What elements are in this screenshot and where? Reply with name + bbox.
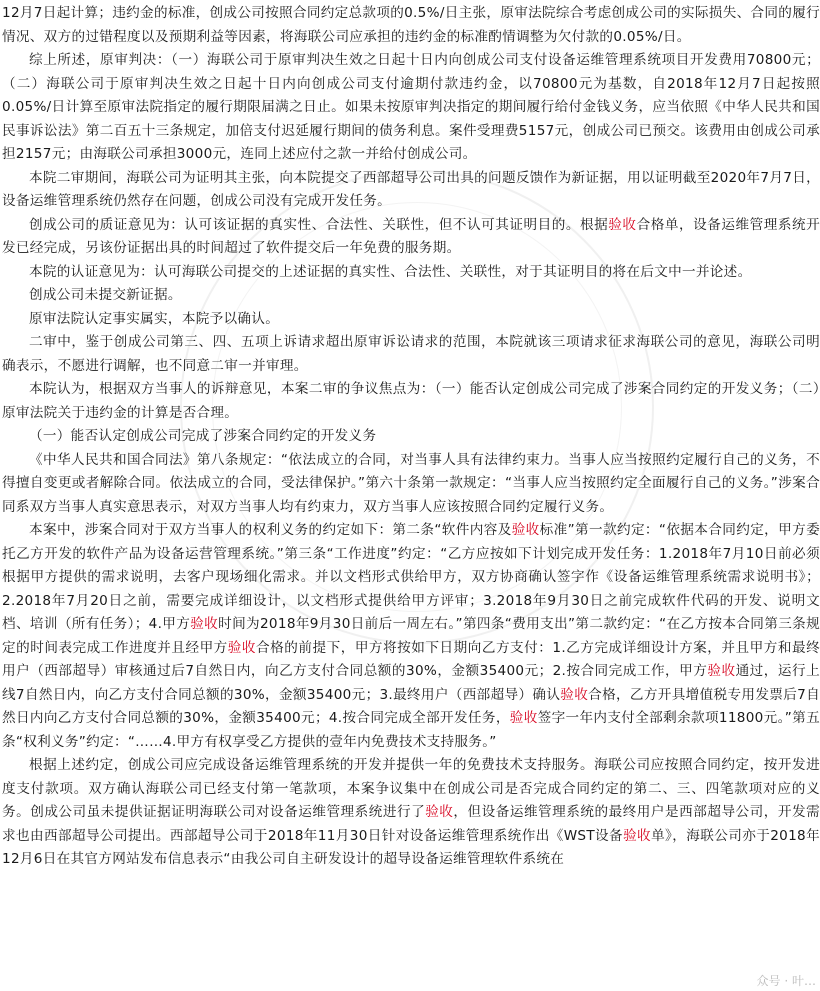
keyword-highlight: 验收	[425, 804, 454, 820]
paragraph	[2, 308, 820, 332]
paragraph	[2, 449, 820, 520]
keyword-highlight: 验收	[511, 522, 540, 538]
text-run: 本院的认证意见为：认可海联公司提交的上述证据的真实性、合法性、关联性，对于其证明目的将在后文中一并论述。	[29, 263, 752, 280]
keyword-highlight: 验收	[509, 710, 538, 726]
text-run: 签字一年内支付全部剩余款项11800元。”第五条“权利义务”约定：“……4.甲方有权享受乙方提供的壹年内免费技术支持服务。”	[2, 710, 820, 750]
text-run: 原审法院认定事实属实，本院予以确认。	[29, 310, 280, 327]
keyword-highlight: 验收	[608, 216, 637, 233]
paragraph	[2, 378, 820, 425]
text-run: 二审中，鉴于创成公司第三、四、五项上诉请求超出原审诉讼请求的范围，本院就该三项请求征求海联公司的意见，海联公司明确表示，不愿进行调解，也不同意二审一并审理。	[2, 334, 820, 374]
keyword-highlight: 验收	[623, 827, 652, 844]
text-run: 根据上述约定，创成公司应完成设备运维管理系统的开发并提供一年的免费技术支持服务。海联公司应按照合同约定，按开发进度支付款项。双方确认海联公司已经支付第一笔款项，本案争议集中在创成公司是否完成合同约定的第二、三、四笔款项对应的义务。创成公司虽未提供证据证明海联公司对设备运维管理系统进行了	[2, 757, 820, 820]
text-run: ，但设备运维管理系统的最终用户是西部超导公司，开发需求也由西部超导公司提出。西部超导公司于2018年11月30日针对设备运维管理系统作出《WST设备	[2, 804, 820, 844]
paragraph	[2, 754, 820, 872]
text-run: （一）能否认定创成公司完成了涉案合同约定的开发义务	[29, 428, 377, 444]
text-run: 本案中，涉案合同对于双方当事人的权利义务的约定如下：第二条“软件内容及	[29, 522, 512, 538]
text-run: 标准”第一款约定：“依据本合同约定，甲方委托乙方开发的软件产品为设备运营管理系统。”第三条“工作进度”约定：“乙方应按如下计划完成开发任务：1.2018年7月10日前必须根据甲方提供的需求说明，去客户现场细化需求。并以文档形式供给甲方，双方协商确认签字作《设备运维管理系统需求说明书》；2.2018年7月20日之前，需要完成详细设计，以文档形式提供给甲方评审；3.2018年9月30日之前完成软件代码的开发、说明文档、培训（所有任务）；4.甲方	[2, 522, 820, 632]
keyword-highlight: 验收	[560, 686, 589, 703]
text-run: 综上所述，原审判决：（一）海联公司于原审判决生效之日起十日内向创成公司支付设备运维管理系统项目开发费用70800元；（二）海联公司于原审判决生效之日起十日内向创成公司支付逾期付款违约金，以70800元为基数，自2018年12月7日起按照0.05%/日计算至原审法院指定的履行期限届满之日止。如果未按原审判决指定的期间履行给付金钱义务，应当依照《中华人民共和国民事诉讼法》第二百五十三条规定，加倍支付迟延履行期间的债务利息。案件受理费5157元，创成公司已预交。该费用由创成公司承担2157元；由海联公司承担3000元，连同上述应付之款一并给付创成公司。	[2, 52, 820, 162]
keyword-highlight: 验收	[707, 663, 736, 679]
paragraph	[2, 284, 820, 308]
paragraph	[2, 331, 820, 378]
paragraph	[2, 425, 820, 449]
text-run: 单》，海联公司亦于2018年12月6日在其官方网站发布信息表示“由我公司自主研发设计的超导设备运维管理软件系统在	[2, 827, 820, 867]
text-run: 本院认为，根据双方当事人的诉辩意见，本案二审的争议焦点为：（一）能否认定创成公司完成了涉案合同约定的开发义务；（二）原审法院关于违约金的计算是否合理。	[2, 381, 820, 421]
text-run: 12月7日起计算；违约金的标准，创成公司按照合同约定总款项的0.5%/日主张，原审法院综合考虑创成公司的实际损失、合同的履行情况、双方的过错程度以及预期利益等因素，将海联公司应承担的违约金的标准酌情调整为欠付款的0.05%/日。	[2, 5, 820, 45]
keyword-highlight: 验收	[227, 639, 257, 656]
text-run: 合格单，设备运维管理系统开发已经完成，另该份证据出具的时间超过了软件提交后一年免费的服务期。	[2, 216, 820, 256]
text-run: 合格，乙方开具增值税专用发票后7自然日内向乙方支付合同总额的30%，金额35400元；4.按合同完成全部开发任务，	[2, 686, 820, 726]
text-run: 本院二审期间，海联公司为证明其主张，向本院提交了西部超导公司出具的问题反馈作为新证据，用以证明截至2020年7月7日，设备运维管理系统仍然存在问题，创成公司没有完成开发任务。	[2, 169, 820, 209]
text-run: 创成公司未提交新证据。	[29, 287, 182, 303]
paragraph	[2, 2, 820, 49]
paragraph	[2, 519, 820, 754]
paragraph	[2, 49, 820, 167]
keyword-highlight: 验收	[190, 616, 219, 632]
wechat-watermark: 众号 · 叶…	[756, 974, 816, 988]
text-run: 通过，运行上线7自然日内，向乙方支付合同总额的30%，金额35400元；3.最终用户（西部超导）确认	[2, 663, 820, 703]
text-run: 合格的前提下，甲方将按如下日期向乙方支付：1.乙方完成详细设计方案，并且甲方和最终用户（西部超导）审核通过后7自然日内，向乙方支付合同总额的30%，金额35400元；2.按合同完成工作，甲方	[2, 639, 820, 679]
text-run: 《中华人民共和国合同法》第八条规定：“依法成立的合同，对当事人具有法律约束力。当事人应当按照约定履行自己的义务，不得擅自变更或者解除合同。依法成立的合同，受法律保护。”第六十条第一款规定：“当事人应当按照约定全面履行自己的义务。”涉案合同系双方当事人真实意思表示，对双方当事人均有约束力，双方当事人应该按照合同约定履行义务。	[2, 451, 820, 515]
text-run: 创成公司的质证意见为：认可该证据的真实性、合法性、关联性，但不认可其证明目的。根据	[29, 216, 609, 233]
paragraph	[2, 261, 820, 285]
text-run: 时间为2018年9月30日前后一周左右。”第四条“费用支出”第二款约定：“在乙方按本合同第三条规定的时间表完成工作进度并且经甲方	[2, 616, 820, 656]
paragraph	[2, 167, 820, 214]
paragraph	[2, 214, 820, 261]
